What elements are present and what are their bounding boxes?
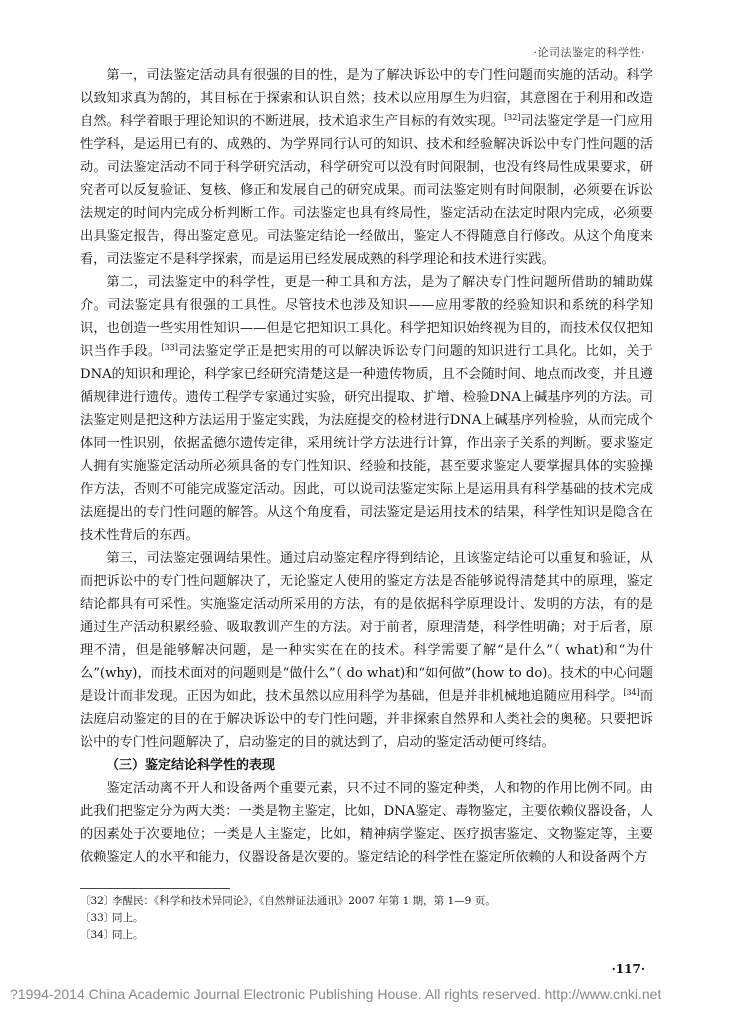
footnote-ref-34[interactable]: [34] (623, 688, 640, 697)
footnote-number: 〔32〕 (80, 895, 115, 907)
paragraph-text: 第一，司法鉴定活动具有很强的目的性，是为了解决诉讼中的专门性问题而实施的活动。科学以致知求真为鹄的，其目标在于探索和认识自然；技术以应用厚生为归宿，其意图在于利用和改造自然。科学着眼于理论知识的不断进展，技术追求生产目标的有效实现。 (80, 68, 653, 129)
paragraph-text: 第二，司法鉴定中的科学性，更是一种工具和方法，是为了解决专门性问题所借助的辅助媒介。司法鉴定具有很强的工具性。尽管技术也涉及知识——应用零散的经验知识和系统的科学知识，也创造一些实用性知识——但是它把知识工具化。科学把知识始终视为目的，而技术仅仅把知识当作手段。 (80, 275, 653, 359)
footnote-ref-32[interactable]: [32] (504, 113, 521, 122)
footnote-text: 同上。 (112, 929, 144, 941)
footnote-item (80, 893, 653, 910)
footnote-item (80, 927, 653, 944)
footnote-number: 〔33〕 (80, 912, 115, 924)
paragraph-section-intro: 鉴定活动离不开人和设备两个重要元素，只不过不同的鉴定种类，人和物的作用比例不同。由此我们把鉴定分为两大类：一类是物主鉴定，比如，DNA鉴定、毒物鉴定，主要依赖仪器设备，人的因素处于次要地位；一类是人主鉴定，比如，精神病学鉴定、医疗损害鉴定、文物鉴定等，主要依赖鉴定人的水平和能力，仪器设备是次要的。鉴定结论的科学性在鉴定所依赖的人和设备两个方 (80, 781, 653, 865)
paragraph-text: 而法庭启动鉴定的目的在于解决诉讼中的专门性问题，并非探索自然界和人类社会的奥秘。只要把诉讼中的专门性问题解决了，启动鉴定的目的就达到了，启动的鉴定活动便可终结。 (80, 689, 654, 750)
paragraph-second-point (80, 271, 653, 547)
paragraph-text: 司法鉴定学正是把实用的可以解决诉讼专门问题的知识进行工具化。比如，关于DNA的知识和理论，科学家已经研究清楚这是一种遗传物质，且不会随时间、地点而改变，并且遵循规律进行遗传。遗传工程学专家通过实验，研究出提取、扩增、检验DNA上碱基序列的方法。司法鉴定则是把这种方法运用于鉴定实践，为法庭提交的检材进行DNA上碱基序列检验，从而完成个体同一性识别，依据孟德尔遗传定律，采用统计学方法进行计算，作出亲子关系的判断。要求鉴定人拥有实施鉴定活动所必须具备的专门性知识、经验和技能，甚至要求鉴定人要掌握具体的实验操作方法，否则不可能完成鉴定活动。因此，可以说司法鉴定实际上是运用具有科学基础的技术完成法庭提出的专门性问题的解答。从这个角度看，司法鉴定是运用技术的结果，科学性知识是隐含在技术性背后的东西。 (80, 344, 653, 543)
footnote-divider (80, 888, 230, 889)
footnote-item (80, 910, 653, 927)
footnote-ref-33[interactable]: [33] (161, 343, 178, 352)
copyright-notice: ?1994-2014 China Academic Journal Electronic Publishing House. All rights reserved. http://www.cnki.net (10, 986, 662, 1002)
paragraph-text: 司法鉴定学是一门应用性学科，是运用已有的、成熟的、为学界同行认可的知识、技术和经验解决诉讼中专门性问题的活动。司法鉴定活动不同于科学研究活动，科学研究可以没有时间限制，也没有终局性成果要求，研究者可以反复验证、复核、修正和发展自己的研究成果。而司法鉴定则有时间限制，必须要在诉讼法规定的时间内完成分析判断工作。司法鉴定也具有终局性，鉴定活动在法定时限内完成，必须要出具鉴定报告，得出鉴定意见。司法鉴定结论一经做出，鉴定人不得随意自行修改。从这个角度来看，司法鉴定不是科学探索，而是运用已经发展成熟的科学理论和技术进行实践。 (80, 114, 654, 267)
footnote-text: 李醒民：《科学和技术异同论》，《自然辩证法通讯》2007 年第 1 期，第 1—9 页。 (112, 895, 496, 907)
article-body (80, 64, 653, 869)
footnotes (80, 893, 653, 944)
page-number: ·117· (611, 962, 645, 976)
paragraph-text: 第三，司法鉴定强调结果性。通过启动鉴定程序得到结论，且该鉴定结论可以重复和验证，从而把诉讼中的专门性问题解决了，无论鉴定人使用的鉴定方法是否能够说得清楚其中的原理，鉴定结论都具有可采性。实施鉴定活动所采用的方法，有的是依据科学原理设计、发明的方法，有的是通过生产活动积累经验、吸取教训产生的方法。对于前者，原理清楚，科学性明确；对于后者，原理不清，但是能够解决问题，是一种实实在在的技术。科学需要了解“是什么”（ what)和“为什么”(why)，而技术面对的问题则是“做什么”（ do what)和“如何做”(how to do)。技术的中心问题是设计而非发现。正因为如此，技术虽然以应用科学为基础，但是并非机械地追随应用科学。 (80, 551, 653, 704)
running-title: ·论司法鉴定的科学性· (533, 46, 645, 59)
footnote-text: 同上。 (112, 912, 144, 924)
paragraph-third-point (80, 547, 653, 754)
footnote-number: 〔34〕 (80, 929, 115, 941)
section-heading: （三）鉴定结论科学性的表现 (106, 758, 276, 773)
paragraph-first-point (80, 64, 653, 271)
